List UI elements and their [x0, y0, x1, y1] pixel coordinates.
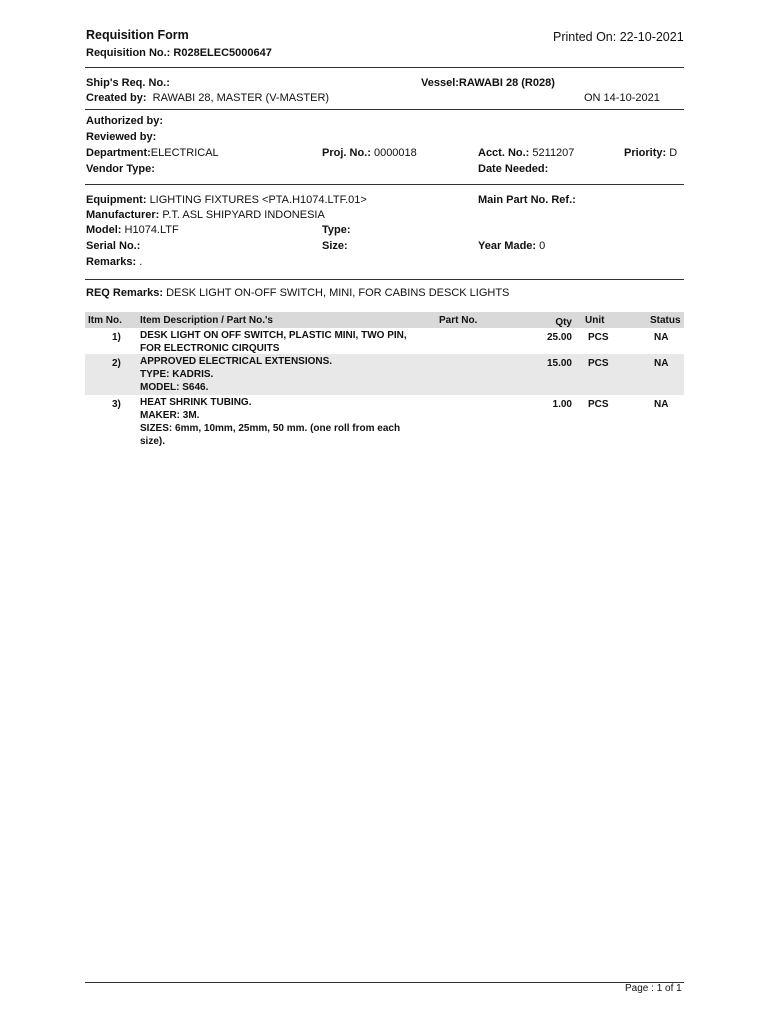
equipment-value: LIGHTING FIXTURES <PTA.H1074.LTF.01> — [149, 194, 367, 206]
manufacturer — [86, 209, 325, 221]
created-by-value: RAWABI 28, MASTER (V-MASTER) — [152, 92, 330, 104]
date-needed-label: Date Needed: — [478, 163, 549, 175]
created-on: ON 14-10-2021 — [584, 92, 660, 104]
size-label: Size: — [322, 240, 348, 252]
row-description: APPROVED ELECTRICAL EXTENSIONS. TYPE: KADRIS. MODEL: S646. — [140, 356, 333, 393]
row-status: NA — [654, 332, 669, 343]
col-description: Item Description / Part No.'s — [140, 315, 273, 326]
req-no-label: Requisition No.: — [86, 47, 171, 59]
req-remarks — [86, 287, 509, 299]
department-value: ELECTRICAL — [150, 147, 219, 159]
department — [86, 147, 219, 159]
serial-no-label: Serial No.: — [86, 240, 141, 252]
created-by-label: Created by: — [86, 92, 147, 104]
col-part-no: Part No. — [439, 315, 478, 326]
proj-no-value: 0000018 — [373, 147, 417, 159]
model-value: H1074.LTF — [124, 224, 179, 236]
proj-no — [322, 147, 417, 159]
row-qty: 15.00 — [546, 358, 572, 369]
divider — [85, 67, 684, 68]
row-status: NA — [654, 399, 669, 410]
acct-no — [478, 147, 574, 159]
row-description: HEAT SHRINK TUBING. MAKER: 3M. SIZES: 6mm, 10mm, 25mm, 50 mm. (one roll from each size). — [140, 397, 401, 447]
priority-label: Priority: — [624, 147, 667, 159]
row-unit: PCS — [588, 358, 609, 369]
reviewed-by-label: Reviewed by: — [86, 131, 157, 143]
priority — [624, 147, 677, 159]
row-unit: PCS — [588, 332, 609, 343]
row-status: NA — [654, 358, 669, 369]
row-itm-no: 3) — [112, 399, 121, 410]
requisition-number — [86, 47, 272, 59]
divider — [85, 184, 684, 185]
divider — [85, 279, 684, 280]
printed-on-label: Printed On: — [553, 30, 617, 44]
manufacturer-value: P.T. ASL SHIPYARD INDONESIA — [162, 209, 325, 221]
divider — [85, 109, 684, 110]
created-by — [86, 92, 329, 104]
vessel-value: RAWABI 28 (R028) — [458, 77, 555, 89]
model — [86, 224, 179, 236]
printed-on — [553, 30, 684, 44]
remarks-label: Remarks: — [86, 256, 137, 268]
row-qty: 1.00 — [552, 399, 572, 410]
row-qty: 25.00 — [546, 332, 572, 343]
remarks-value: . — [139, 256, 143, 268]
page-number: Page : 1 of 1 — [625, 983, 682, 994]
authorized-by-label: Authorized by: — [86, 115, 163, 127]
year-made-value: 0 — [539, 240, 546, 252]
type-label: Type: — [322, 224, 351, 236]
col-unit: Unit — [585, 315, 605, 326]
vessel-label: Vessel: — [421, 77, 459, 89]
priority-value: D — [669, 147, 678, 159]
vessel — [421, 77, 555, 89]
equipment-label: Equipment: — [86, 194, 147, 206]
form-title: Requisition Form — [86, 28, 189, 42]
main-part-ref-label: Main Part No. Ref.: — [478, 194, 576, 206]
ships-req-label: Ship's Req. No.: — [86, 77, 170, 89]
year-made — [478, 240, 545, 252]
row-itm-no: 2) — [112, 358, 121, 369]
req-no-value: R028ELEC5000647 — [173, 47, 272, 59]
req-remarks-label: REQ Remarks: — [86, 287, 164, 299]
model-label: Model: — [86, 224, 122, 236]
acct-no-value: 5211207 — [532, 147, 575, 159]
proj-no-label: Proj. No.: — [322, 147, 371, 159]
footer-divider — [85, 982, 684, 983]
row-unit: PCS — [588, 399, 609, 410]
row-itm-no: 1) — [112, 332, 121, 343]
req-remarks-value: DESK LIGHT ON-OFF SWITCH, MINI, FOR CABINS DESCK LIGHTS — [166, 287, 510, 299]
vendor-type-label: Vendor Type: — [86, 163, 155, 175]
year-made-label: Year Made: — [478, 240, 537, 252]
col-qty: Qty — [555, 317, 572, 328]
printed-on-value: 22-10-2021 — [619, 30, 684, 44]
remarks — [86, 256, 142, 268]
col-status: Status — [650, 315, 681, 326]
row-description: DESK LIGHT ON OFF SWITCH, PLASTIC MINI, TWO PIN, FOR ELECTRONIC CIRQUITS — [140, 330, 407, 354]
department-label: Department: — [86, 147, 151, 159]
acct-no-label: Acct. No.: — [478, 147, 530, 159]
manufacturer-label: Manufacturer: — [86, 209, 160, 221]
equipment — [86, 194, 367, 206]
col-itm-no: Itm No. — [88, 315, 122, 326]
